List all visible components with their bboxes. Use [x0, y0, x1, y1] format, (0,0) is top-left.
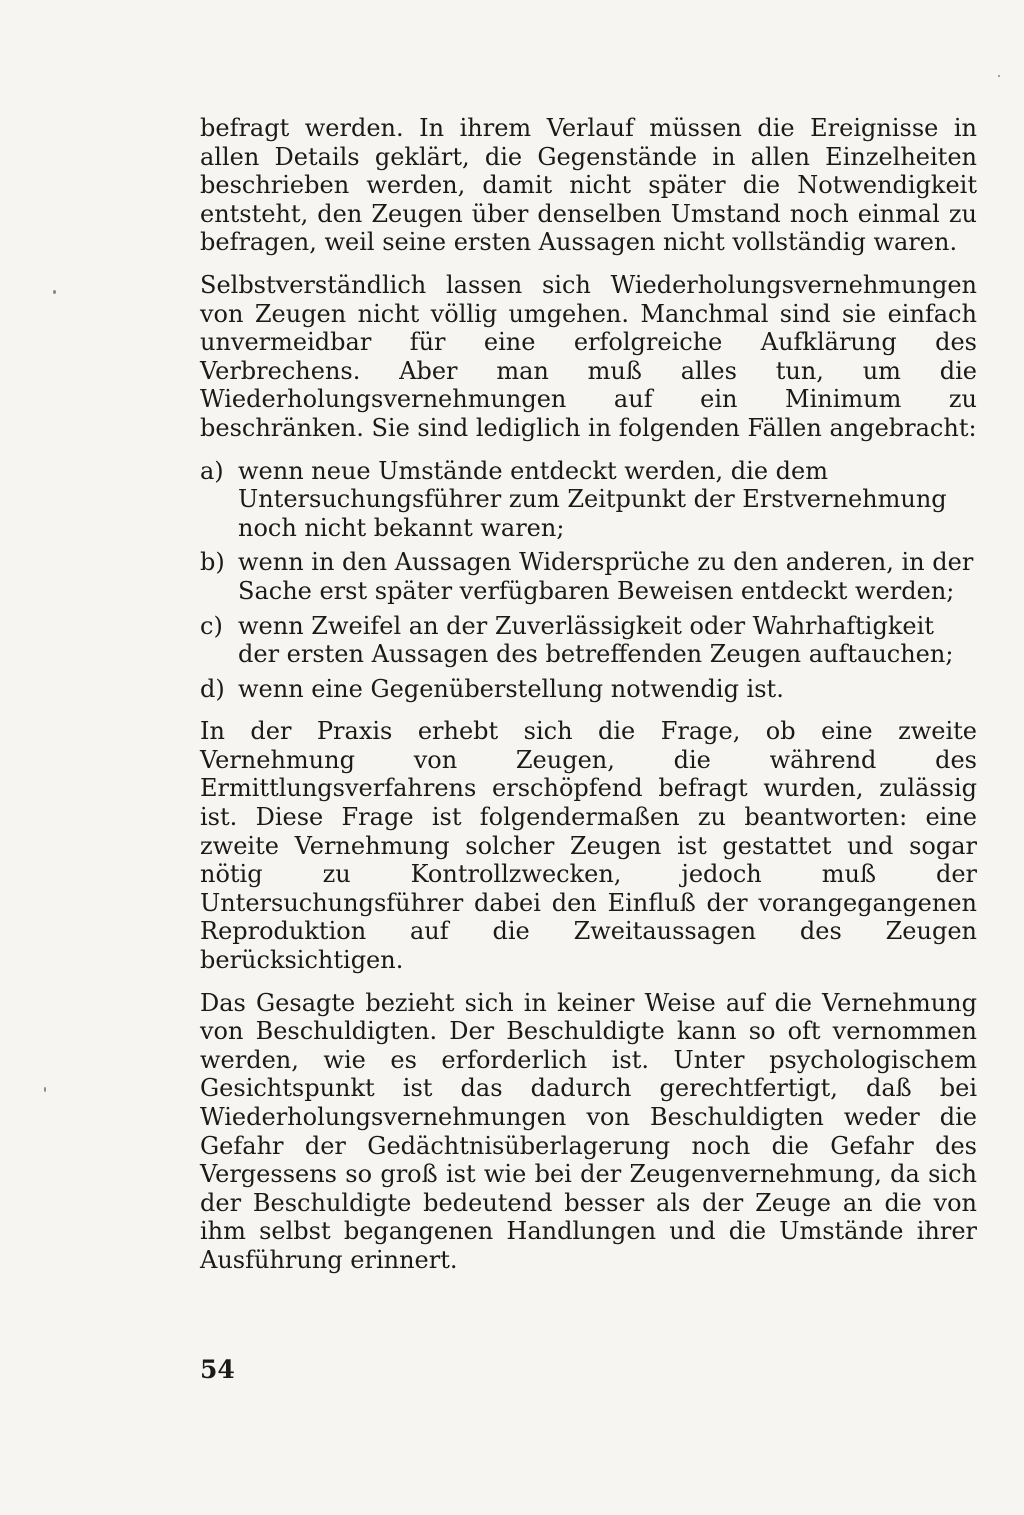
- paragraph-2: Selbstverständlich lassen sich Wiederholungsvernehmungen von Zeugen nicht völlig umgehen. Manchmal sind sie einfach unvermeidbar für eine erfolgreiche Aufklärung des Verbrechens. Aber man muß alles tun, um die Wiederholungsvernehmungen auf ein Minimum zu beschränken. Sie sind lediglich in folgenden Fällen angebracht:: [200, 270, 977, 442]
- list-item-c: [200, 612, 977, 669]
- list-marker: b): [200, 548, 225, 577]
- scan-speck: [53, 290, 56, 294]
- list-marker: d): [200, 674, 225, 703]
- list-text: wenn neue Umstände entdeckt werden, die dem Untersuchungsführer zum Zeitpunkt der Erstvernehmung noch nicht bekannt waren;: [238, 456, 947, 542]
- paragraph-3: In der Praxis erhebt sich die Frage, ob eine zweite Vernehmung von Zeugen, die während des Ermittlungsverfahrens erschöpfend befragt wurden, zulässig ist. Diese Frage ist folgendermaßen zu beantworten: eine zweite Vernehmung solcher Zeugen ist gestattet und sogar nötig zu Kontrollzwecken, jedoch muß der Untersuchungsführer dabei den Einfluß der vorangegangenen Reproduktion auf die Zweitaussagen des Zeugen berücksichtigen.: [200, 717, 977, 975]
- page-number: 54: [200, 1355, 235, 1384]
- scan-speck: [44, 1087, 46, 1092]
- list-text: wenn Zweifel an der Zuverlässigkeit oder Wahrhaftigkeit der ersten Aussagen des betreffenden Zeugen auftauchen;: [238, 611, 954, 669]
- list-item-a: [200, 457, 977, 543]
- paragraph-1: befragt werden. In ihrem Verlauf müssen die Ereignisse in allen Details geklärt, die Gegenstände in allen Einzelheiten beschrieben werden, damit nicht später die Notwendigkeit entsteht, den Zeugen über denselben Umstand noch einmal zu befragen, weil seine ersten Aussagen nicht vollständig waren.: [200, 114, 977, 257]
- list-text: wenn in den Aussagen Widersprüche zu den anderen, in der Sache erst später verfügbaren Beweisen entdeckt werden;: [238, 548, 974, 605]
- case-list: [200, 457, 977, 704]
- list-marker: a): [200, 456, 224, 485]
- list-item-d: [200, 675, 977, 704]
- scan-speck: [998, 75, 1000, 77]
- list-text: wenn eine Gegenüberstellung notwendig ist.: [238, 674, 784, 703]
- paragraph-4: Das Gesagte bezieht sich in keiner Weise auf die Vernehmung von Beschuldigten. Der Beschuldigte kann so oft vernommen werden, wie es erforderlich ist. Unter psychologischem Gesichtspunkt ist das dadurch gerechtfertigt, daß bei Wiederholungsvernehmungen von Beschuldigten weder die Gefahr der Gedächtnisüberlagerung noch die Gefahr des Vergessens so groß ist wie bei der Zeugenvernehmung, da sich der Beschuldigte bedeutend besser als der Zeuge an die von ihm selbst begangenen Handlungen und die Umstände ihrer Ausführung erinnert.: [200, 988, 977, 1274]
- list-item-b: [200, 548, 977, 605]
- list-marker: c): [200, 611, 223, 640]
- page-body: [200, 114, 977, 1289]
